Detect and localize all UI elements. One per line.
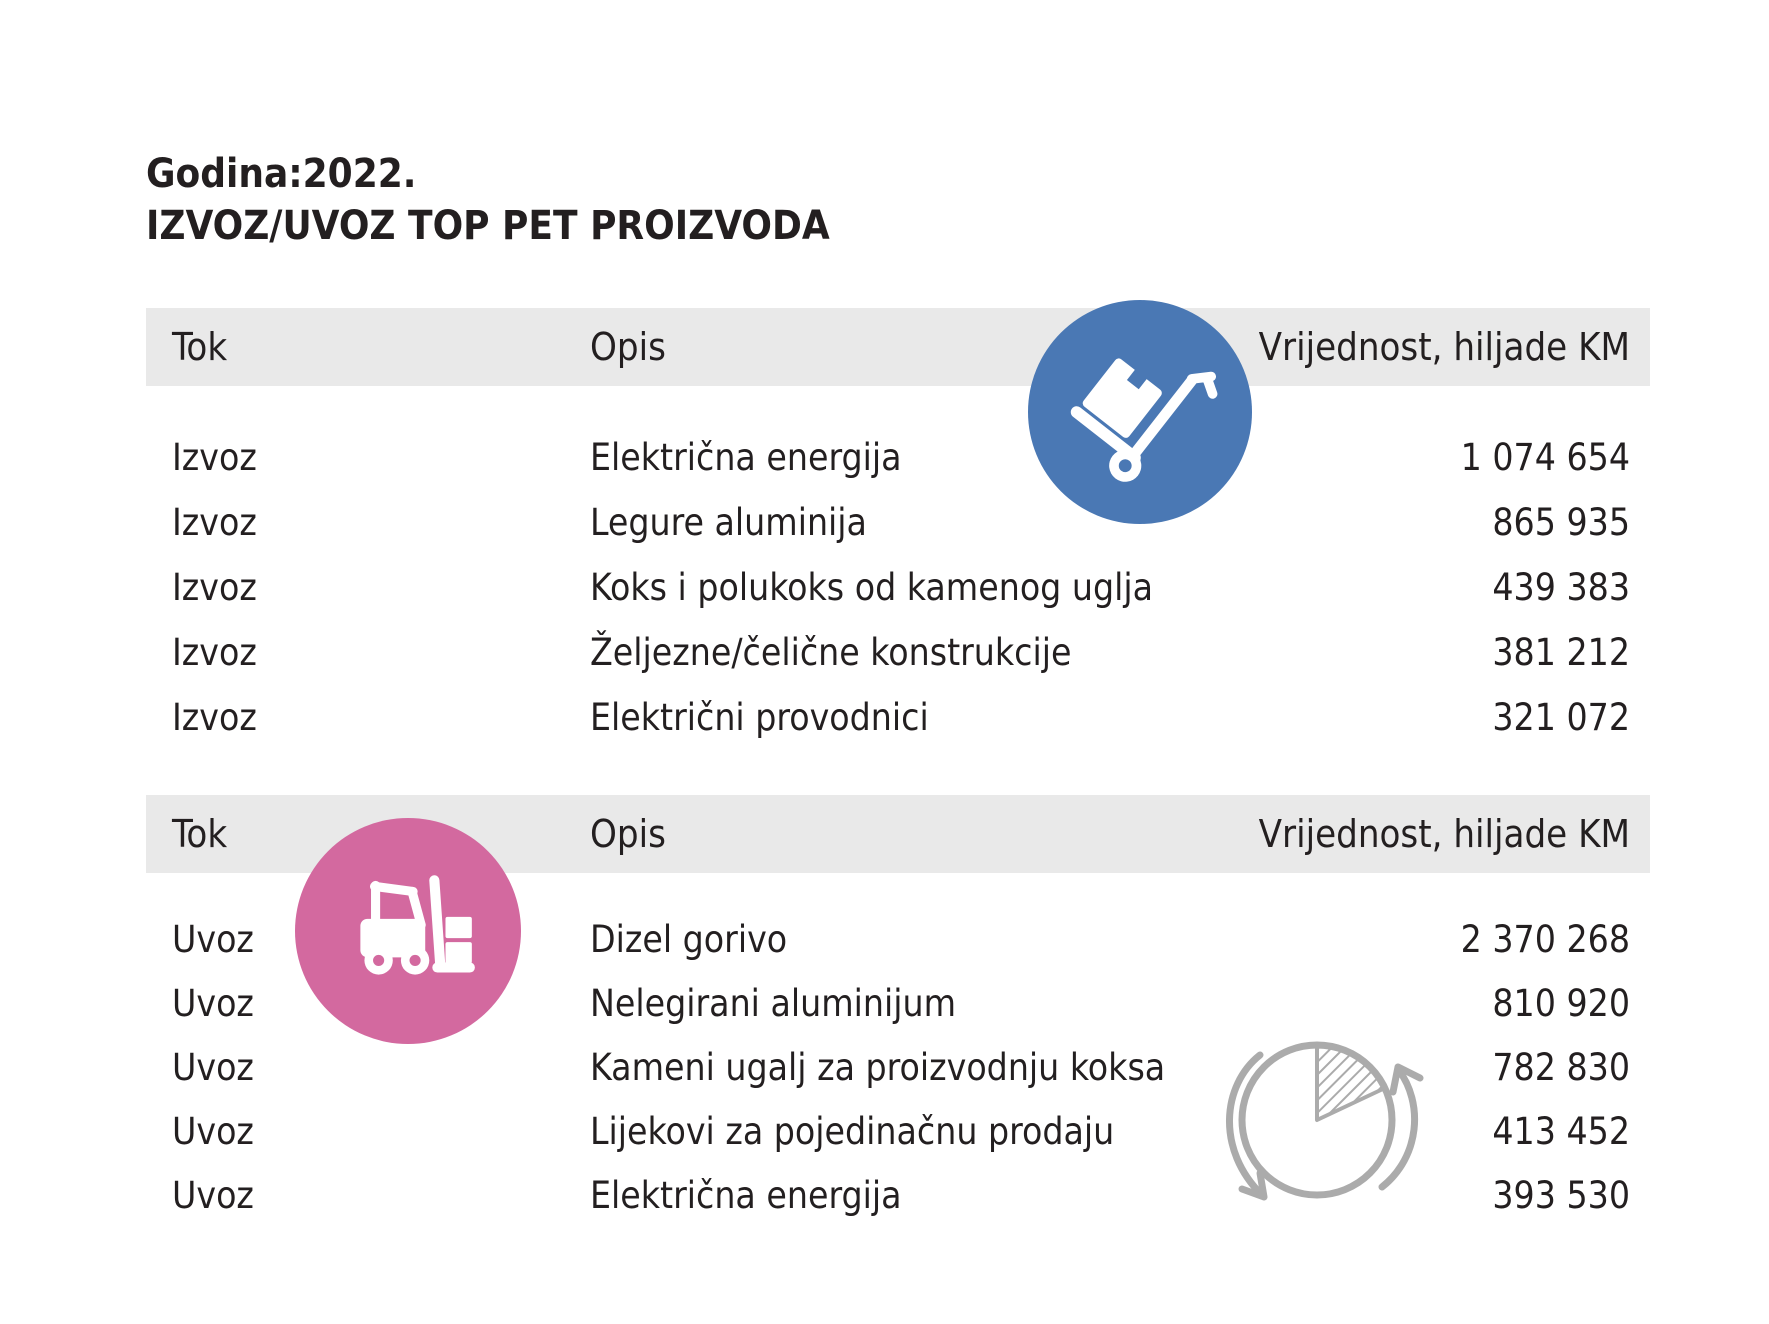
tok-cell: Izvoz: [172, 501, 257, 544]
value-cell: 810 920: [1492, 981, 1630, 1025]
opis-cell: Nelegirani aluminijum: [590, 981, 957, 1025]
opis-cell: Električni provodnici: [590, 696, 929, 739]
forklift-icon: [332, 856, 484, 1006]
tok-cell: Izvoz: [172, 436, 257, 479]
table-row: [146, 620, 1650, 685]
opis-cell: Dizel gorivo: [590, 917, 788, 961]
table-row: [146, 685, 1650, 750]
opis-cell: Lijekovi za pojedinačnu prodaju: [590, 1109, 1115, 1153]
import-badge: [295, 818, 521, 1044]
column-header-opis: Opis: [590, 325, 666, 369]
opis-cell: Legure aluminija: [590, 501, 867, 544]
pie-chart-cycle-icon: [1172, 1015, 1462, 1260]
value-cell: 381 212: [1492, 631, 1630, 674]
tok-cell: Izvoz: [172, 631, 257, 674]
year-label: Godina:2022.: [146, 151, 417, 197]
table-row: [146, 490, 1650, 555]
value-cell: 393 530: [1492, 1173, 1630, 1217]
column-header-tok: Tok: [172, 325, 228, 369]
value-cell: 2 370 268: [1460, 917, 1630, 961]
value-cell: 865 935: [1492, 501, 1630, 544]
title-block: [146, 148, 830, 252]
export-table-rows: [146, 425, 1650, 750]
opis-cell: Kameni ugalj za proizvodnju koksa: [590, 1045, 1166, 1089]
opis-cell: Željezne/čelične konstrukcije: [590, 631, 1072, 674]
tok-cell: Izvoz: [172, 696, 257, 739]
tok-cell: Uvoz: [172, 917, 254, 961]
export-table-header: [146, 308, 1650, 386]
value-cell: 321 072: [1492, 696, 1630, 739]
tok-cell: Uvoz: [172, 1109, 254, 1153]
value-cell: 782 830: [1492, 1045, 1630, 1089]
export-badge: [1028, 300, 1252, 524]
opis-cell: Koks i polukoks od kamenog uglja: [590, 566, 1154, 609]
export-table: [146, 308, 1650, 750]
column-header-value: Vrijednost, hiljade KM: [1258, 325, 1630, 369]
opis-cell: Električna energija: [590, 1173, 902, 1217]
tok-cell: Izvoz: [172, 566, 257, 609]
tok-cell: Uvoz: [172, 1045, 254, 1089]
tok-cell: Uvoz: [172, 981, 254, 1025]
table-row: [146, 555, 1650, 620]
column-header-opis: Opis: [590, 812, 666, 856]
column-header-tok: Tok: [172, 812, 228, 856]
value-cell: 413 452: [1492, 1109, 1630, 1153]
value-cell: 439 383: [1492, 566, 1630, 609]
page-title: IZVOZ/UVOZ TOP PET PROIZVODA: [146, 203, 830, 249]
column-header-value: Vrijednost, hiljade KM: [1258, 812, 1630, 856]
table-row: [146, 425, 1650, 490]
opis-cell: Električna energija: [590, 436, 902, 479]
value-cell: 1 074 654: [1460, 436, 1630, 479]
hand-truck-icon: [1065, 337, 1215, 487]
tok-cell: Uvoz: [172, 1173, 254, 1217]
